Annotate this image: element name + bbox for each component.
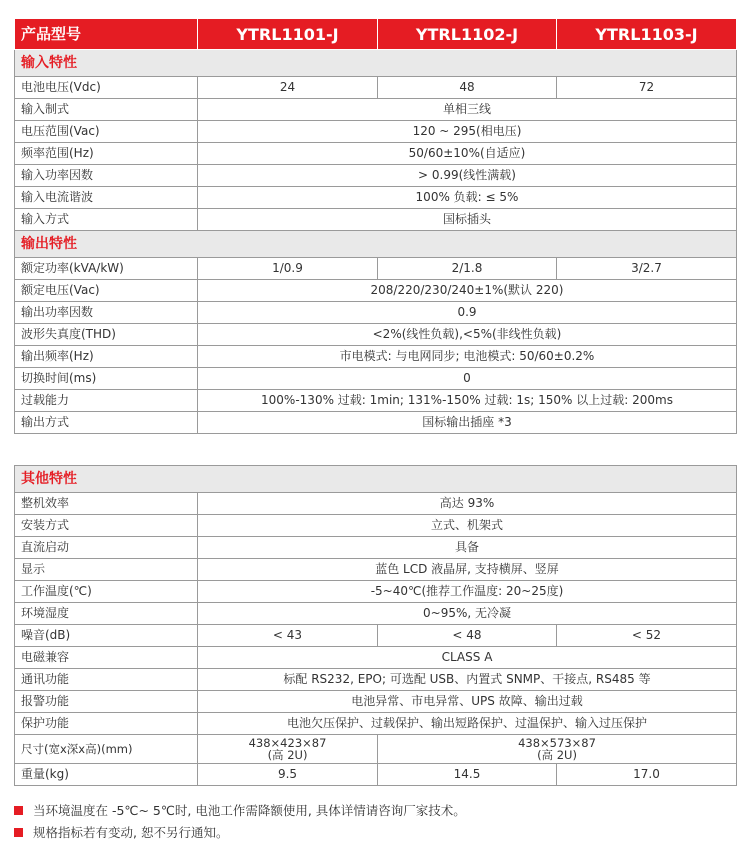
row-label: 频率范围(Hz) bbox=[15, 143, 198, 165]
row-value: 国标插头 bbox=[198, 209, 737, 231]
row-label: 过载能力 bbox=[15, 390, 198, 412]
row-label: 重量(kg) bbox=[15, 764, 198, 786]
bullet-square-icon bbox=[14, 828, 23, 837]
row-label: 尺寸(宽x深x高)(mm) bbox=[15, 735, 198, 764]
table-row bbox=[15, 368, 737, 390]
row-value: 120 ~ 295(相电压) bbox=[198, 121, 737, 143]
table-row bbox=[15, 647, 737, 669]
model-header-row bbox=[15, 19, 737, 50]
table-row bbox=[15, 713, 737, 735]
row-value: 电池异常、市电异常、UPS 故障、输出过载 bbox=[198, 691, 737, 713]
section-header bbox=[15, 50, 737, 77]
row-value: 标配 RS232, EPO; 可选配 USB、内置式 SNMP、干接点, RS485 等 bbox=[198, 669, 737, 691]
row-value: 24 bbox=[198, 77, 378, 99]
table-row bbox=[15, 280, 737, 302]
table-row-weight bbox=[15, 764, 737, 786]
header-label: 产品型号 bbox=[15, 19, 198, 50]
table-row bbox=[15, 390, 737, 412]
section-title: 输入特性 bbox=[15, 50, 737, 77]
row-value: < 48 bbox=[378, 625, 557, 647]
table-row bbox=[15, 603, 737, 625]
row-label: 输出功率因数 bbox=[15, 302, 198, 324]
row-label: 额定功率(kVA/kW) bbox=[15, 258, 198, 280]
row-label: 安装方式 bbox=[15, 515, 198, 537]
row-label: 输出方式 bbox=[15, 412, 198, 434]
row-label: 整机效率 bbox=[15, 493, 198, 515]
row-value: 48 bbox=[378, 77, 557, 99]
table-row bbox=[15, 346, 737, 368]
row-label: 输入电流谐波 bbox=[15, 187, 198, 209]
row-value: 100% 负载: ≤ 5% bbox=[198, 187, 737, 209]
row-value: 高达 93% bbox=[198, 493, 737, 515]
section-title: 其他特性 bbox=[15, 466, 737, 493]
row-label: 额定电压(Vac) bbox=[15, 280, 198, 302]
table-row bbox=[15, 99, 737, 121]
row-value: 国标输出插座 *3 bbox=[198, 412, 737, 434]
row-value: 9.5 bbox=[198, 764, 378, 786]
model-name: YTRL1103-J bbox=[557, 19, 737, 50]
row-value: 立式、机架式 bbox=[198, 515, 737, 537]
table-row bbox=[15, 258, 737, 280]
table-row bbox=[15, 559, 737, 581]
row-label: 环境湿度 bbox=[15, 603, 198, 625]
row-value: 0~95%, 无冷凝 bbox=[198, 603, 737, 625]
row-label: 波形失真度(THD) bbox=[15, 324, 198, 346]
row-value: 2/1.8 bbox=[378, 258, 557, 280]
row-value: < 43 bbox=[198, 625, 378, 647]
row-label: 噪音(dB) bbox=[15, 625, 198, 647]
footnote-disclaimer bbox=[14, 823, 228, 841]
row-label: 电磁兼容 bbox=[15, 647, 198, 669]
size-line: (高 2U) bbox=[537, 748, 577, 762]
section-header bbox=[15, 231, 737, 258]
table-row bbox=[15, 515, 737, 537]
row-label: 工作温度(℃) bbox=[15, 581, 198, 603]
table-row bbox=[15, 302, 737, 324]
row-value: 14.5 bbox=[378, 764, 557, 786]
table-row bbox=[15, 412, 737, 434]
table-row bbox=[15, 209, 737, 231]
row-value: 3/2.7 bbox=[557, 258, 737, 280]
row-label: 输入功率因数 bbox=[15, 165, 198, 187]
table-row bbox=[15, 493, 737, 515]
row-value bbox=[198, 735, 378, 764]
row-label: 保护功能 bbox=[15, 713, 198, 735]
row-label: 报警功能 bbox=[15, 691, 198, 713]
row-label: 电压范围(Vac) bbox=[15, 121, 198, 143]
size-line: 438×423×87 bbox=[248, 736, 327, 750]
table-row bbox=[15, 143, 737, 165]
section-title: 输出特性 bbox=[15, 231, 737, 258]
row-label: 直流启动 bbox=[15, 537, 198, 559]
row-value bbox=[378, 735, 737, 764]
table-row bbox=[15, 691, 737, 713]
row-value: 72 bbox=[557, 77, 737, 99]
row-value: 1/0.9 bbox=[198, 258, 378, 280]
row-label: 显示 bbox=[15, 559, 198, 581]
table-row bbox=[15, 581, 737, 603]
size-line: (高 2U) bbox=[267, 748, 308, 762]
size-line: 438×573×87 bbox=[518, 736, 596, 750]
table-row bbox=[15, 324, 737, 346]
spec-table-other bbox=[14, 465, 737, 786]
row-value: 单相三线 bbox=[198, 99, 737, 121]
table-row bbox=[15, 187, 737, 209]
footnote-temperature bbox=[14, 801, 466, 819]
row-value: 50/60±10%(自适应) bbox=[198, 143, 737, 165]
row-value: 208/220/230/240±1%(默认 220) bbox=[198, 280, 737, 302]
row-value: 市电模式: 与电网同步; 电池模式: 50/60±0.2% bbox=[198, 346, 737, 368]
row-value: > 0.99(线性满载) bbox=[198, 165, 737, 187]
row-value: 蓝色 LCD 液晶屏, 支持横屏、竖屏 bbox=[198, 559, 737, 581]
table-row bbox=[15, 165, 737, 187]
row-value: 电池欠压保护、过载保护、输出短路保护、过温保护、输入过压保护 bbox=[198, 713, 737, 735]
row-value: 17.0 bbox=[557, 764, 737, 786]
row-label: 输出频率(Hz) bbox=[15, 346, 198, 368]
section-header bbox=[15, 466, 737, 493]
row-label: 输入方式 bbox=[15, 209, 198, 231]
row-value: 具备 bbox=[198, 537, 737, 559]
row-value: CLASS A bbox=[198, 647, 737, 669]
table-row bbox=[15, 669, 737, 691]
row-value: 0 bbox=[198, 368, 737, 390]
row-value: 0.9 bbox=[198, 302, 737, 324]
footnote-text: 规格指标若有变动, 恕不另行通知。 bbox=[33, 825, 229, 840]
row-label: 通讯功能 bbox=[15, 669, 198, 691]
row-value: <2%(线性负载),<5%(非线性负载) bbox=[198, 324, 737, 346]
footnote-text: 当环境温度在 -5℃~ 5℃时, 电池工作需降额使用, 具体详情请咨询厂家技术。 bbox=[33, 803, 466, 818]
table-row bbox=[15, 77, 737, 99]
model-name: YTRL1102-J bbox=[378, 19, 557, 50]
table-row bbox=[15, 625, 737, 647]
row-value: < 52 bbox=[557, 625, 737, 647]
row-value: -5~40℃(推荐工作温度: 20~25度) bbox=[198, 581, 737, 603]
row-label: 切换时间(ms) bbox=[15, 368, 198, 390]
table-row-size bbox=[15, 735, 737, 764]
table-row bbox=[15, 537, 737, 559]
model-name: YTRL1101-J bbox=[198, 19, 378, 50]
bullet-square-icon bbox=[14, 806, 23, 815]
row-label: 电池电压(Vdc) bbox=[15, 77, 198, 99]
spec-table-input-output bbox=[14, 18, 737, 434]
row-value: 100%-130% 过载: 1min; 131%-150% 过载: 1s; 150% 以上过载: 200ms bbox=[198, 390, 737, 412]
table-row bbox=[15, 121, 737, 143]
row-label: 输入制式 bbox=[15, 99, 198, 121]
